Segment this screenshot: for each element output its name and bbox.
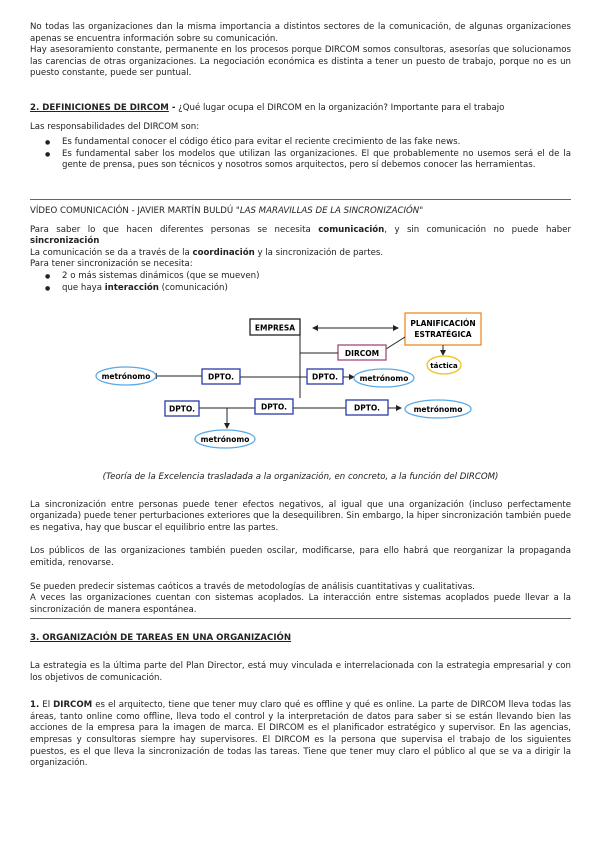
dpto-label: DPTO.	[208, 372, 234, 382]
bold-term-comunicacion: comunicación	[318, 224, 385, 235]
empresa-box	[250, 319, 300, 335]
video-title-prefix: VÍDEO COMUNICACIÓN - JAVIER MARTÍN BULDÚ	[30, 205, 236, 216]
video-title	[30, 206, 571, 218]
intro-paragraph-2: Hay asesoramiento constante, permanente en los procesos porque DIRCOM somos consultoras, asesorías que solucionamos las carencias de otras organizaciones. La negociación económica es distinta a tener un puesto de trabajo, porque no es un puesto constante, puede ser puntual.	[30, 45, 571, 79]
list-item	[62, 283, 571, 295]
video-line-3: Para tener sincronización se necesita:	[30, 259, 193, 270]
dircom-label: DIRCOM	[344, 349, 380, 359]
tactica-label: táctica	[430, 361, 458, 371]
dpto-label: DPTO.	[312, 372, 338, 382]
responsibilities-label: Las responsabilidades del DIRCOM son:	[30, 121, 200, 132]
connector-dircom-plan	[386, 337, 405, 349]
dpto-box-bottom-left	[165, 401, 199, 416]
list-item: ● Es fundamental conocer el código ético para evitar el reciente crecimiento de las fake news.	[62, 137, 571, 149]
dpto-label: DPTO.	[354, 403, 380, 413]
section-3-paragraph-1: La estrategia es la última parte del Plan Director, está muy vinculada e interrelacionada con la estrategia empresarial y con los objetivos de comunicación.	[30, 661, 571, 683]
planificacion-box	[405, 313, 481, 345]
section-3-paragraph-2	[30, 700, 571, 770]
sync-paragraph-1: La sincronización entre personas puede tener efectos negativos, al igual que una organización (incluso perfectamente organizada) puede tener perturbaciones exteriores que la desequilibren. Sin embargo, la hiper sincronización también puede es negativa, hay que buscar el equilibrio entre las partes.	[30, 499, 571, 533]
sync-paragraph-2: Los públicos de las organizaciones también pueden oscilar, modificarse, para ello habrá que reorganizar la propaganda emitida, renovarse.	[30, 546, 571, 569]
text-run: La comunicación se da a través de la	[30, 247, 193, 258]
metronomo-label: metrónomo	[101, 372, 151, 382]
document-page	[30, 22, 571, 770]
planificacion-label-1: PLANIFICACIÓN	[410, 319, 476, 329]
text-run: que haya	[62, 282, 105, 293]
bold-term-sincronizacion: sincronización	[30, 236, 100, 247]
responsibilities-list	[30, 137, 571, 172]
heading-dash: -	[168, 102, 176, 113]
bold-term-interaccion: interacción	[104, 282, 159, 293]
dircom-box	[338, 345, 386, 360]
dpto-box-right-middle	[307, 369, 343, 384]
list-item: ● 2 o más sistemas dinámicos (que se mueven)	[62, 271, 571, 283]
text-run: (comunicación)	[158, 282, 228, 293]
divider	[30, 618, 571, 619]
item-number: 1.	[30, 700, 40, 711]
video-line-2	[30, 248, 571, 260]
list-item: ● Es fundamental saber los modelos que utilizan las organizaciones. El que probablemente no usemos será el de la gente de prensa, pues son técnicos y nosotros somos arquitectos, pero sí debemos conocer las herramientas.	[62, 149, 571, 172]
section-2-heading-line	[30, 103, 571, 115]
section-3-heading-line	[30, 633, 571, 645]
section-2-question: ¿Qué lugar ocupa el DIRCOM en la organización? Importante para el trabajo	[175, 102, 505, 113]
sync-paragraph-4: A veces las organizaciones cuentan con sistemas acoplados. La interacción entre sistemas acoplados puede llevar a la sincronización de manera espontánea.	[30, 593, 571, 615]
metronomo-label: metrónomo	[200, 435, 250, 445]
metronomo-ellipse-bottom-right	[405, 400, 471, 418]
dpto-label: DPTO.	[169, 404, 195, 414]
video-title-italic: "LAS MARAVILLAS DE LA SINCRONIZACIÓN"	[235, 205, 424, 216]
bold-term-coordinacion: coordinación	[192, 247, 255, 258]
text-run: y la sincronización de partes.	[254, 247, 384, 258]
metronomo-label: metrónomo	[413, 405, 463, 415]
text-run: El	[39, 700, 54, 711]
metronomo-ellipse-left	[96, 367, 156, 385]
dpto-box-left-middle	[202, 369, 240, 384]
metronomo-ellipse-right-middle	[354, 369, 414, 387]
empresa-label: EMPRESA	[254, 323, 296, 333]
metronomo-label: metrónomo	[359, 374, 409, 384]
dpto-label: DPTO.	[261, 402, 287, 412]
divider	[30, 199, 571, 200]
sync-requirements-list	[30, 271, 571, 294]
text-run: , y sin comunicación no puede haber	[384, 224, 571, 235]
metronomo-ellipse-bottom	[195, 430, 255, 448]
section-3-heading: 3. ORGANIZACIÓN DE TAREAS EN UNA ORGANIZACIÓN	[30, 633, 292, 644]
tactica-ellipse	[427, 356, 461, 374]
video-line-1	[30, 225, 571, 248]
dpto-box-bottom-right	[346, 400, 388, 415]
sync-paragraph-3: Se pueden predecir sistemas caóticos a través de metodologías de análisis cuantitativas y cualitativas.	[30, 581, 475, 592]
text-run: Para saber lo que hacen diferentes personas se necesita	[30, 224, 319, 235]
dpto-box-bottom-center	[255, 399, 293, 414]
planificacion-label-2: ESTRATÉGICA	[414, 330, 472, 340]
organization-diagram	[30, 305, 571, 460]
intro-paragraph-1: No todas las organizaciones dan la misma importancia a distintos sectores de la comunicación, de algunas organizaciones apenas se encuentra información sobre su comunicación.	[30, 22, 571, 44]
text-run: es el arquitecto, tiene que tener muy claro qué es offline y qué es online. La parte de DIRCOM lleva todas las áreas, tanto online como offline, lleva todo el control y la interpretación de datos para saber si se están llevando bien las acciones de la empresa para la imagen de marca. El DIRCOM es el planificador estratégico y supervisor. En las agencias, empresas y consultoras siempre hay supervisores. El DIRCOM es la persona que supervisa el trabajo de los siguientes puestos, es el que lleva la sincronización de todas las tareas. Tiene que tener muy claro el público al que se va a dirigir la organización.	[30, 700, 572, 769]
diagram-caption: (Teoría de la Excelencia trasladada a la organización, en concreto, a la función del DIRCOM)	[102, 472, 499, 483]
bold-term-dircom: DIRCOM	[53, 700, 93, 711]
section-2-heading: 2. DEFINICIONES DE DIRCOM	[30, 102, 169, 113]
